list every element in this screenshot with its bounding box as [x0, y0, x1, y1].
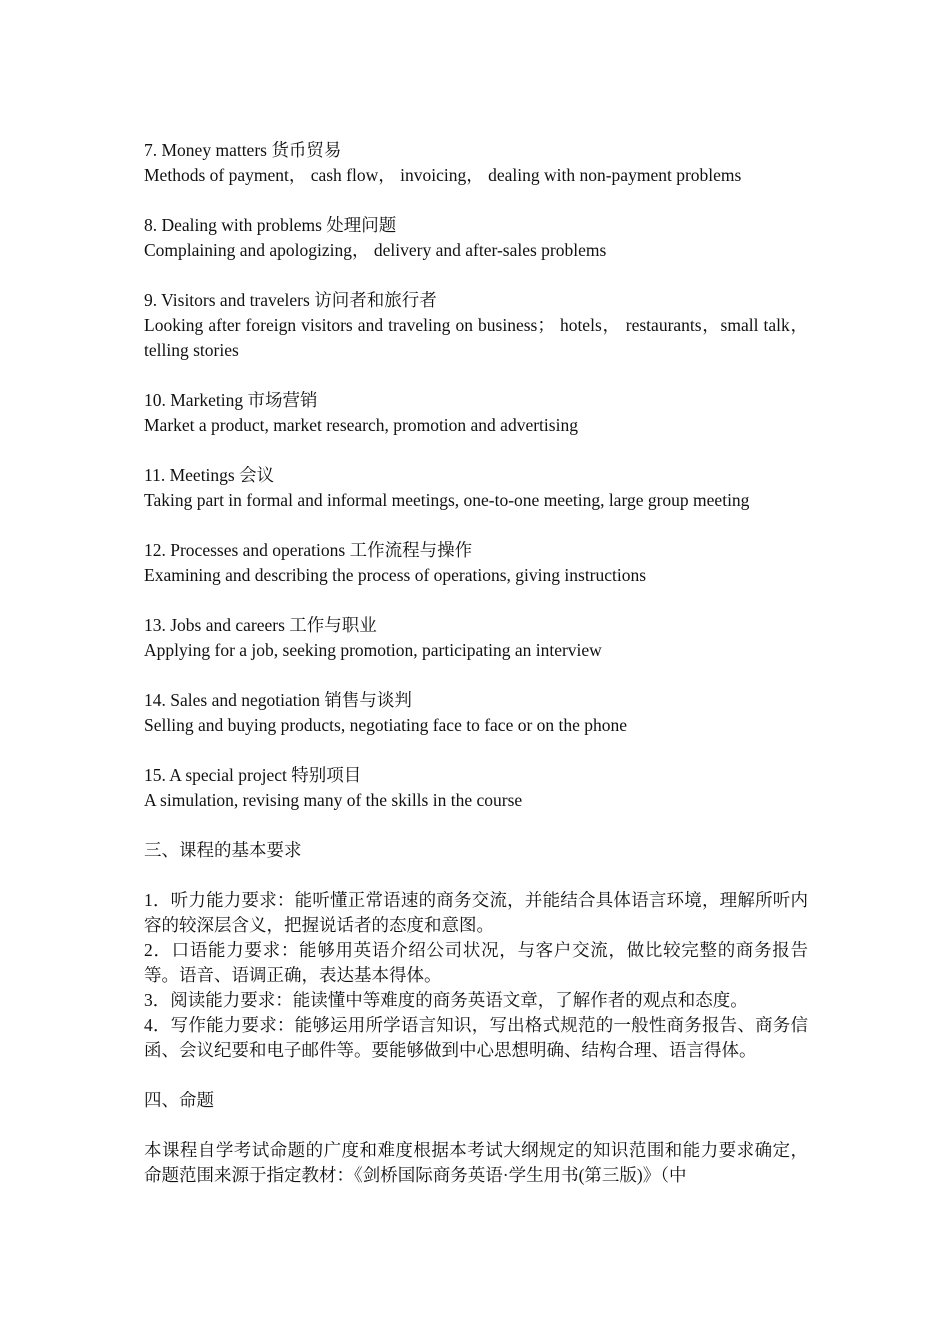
- unit-title: 12. Processes and operations 工作流程与操作: [144, 540, 473, 560]
- unit-9: [144, 288, 808, 363]
- unit-title: 8. Dealing with problems 处理问题: [144, 215, 397, 235]
- requirement-speaking: 2．口语能力要求：能够用英语介绍公司状况，与客户交流，做比较完整的商务报告等。语音、语调正确，表达基本得体。: [144, 940, 808, 985]
- unit-title: 7. Money matters 货币贸易: [144, 140, 342, 160]
- unit-title: 9. Visitors and travelers 访问者和旅行者: [144, 290, 437, 310]
- section-3-heading: 三、课程的基本要求: [144, 840, 302, 860]
- unit-title: 15. A special project 特别项目: [144, 765, 362, 785]
- unit-description: Complaining and apologizing， delivery and after-sales problems: [144, 240, 607, 260]
- unit-description: Market a product, market research, promotion and advertising: [144, 415, 578, 435]
- requirement-reading: 3．阅读能力要求：能读懂中等难度的商务英语文章，了解作者的观点和态度。: [144, 990, 748, 1010]
- section-4-paragraph: 本课程自学考试命题的广度和难度根据本考试大纲规定的知识范围和能力要求确定，命题范围来源于指定教材：《剑桥国际商务英语·学生用书(第三版)》（中: [144, 1140, 808, 1185]
- unit-8: [144, 213, 808, 263]
- unit-description: Applying for a job, seeking promotion, participating an interview: [144, 640, 602, 660]
- unit-title: 14. Sales and negotiation 销售与谈判: [144, 690, 412, 710]
- unit-description: Methods of payment， cash flow， invoicing， dealing with non-payment problems: [144, 165, 742, 185]
- unit-title: 13. Jobs and careers 工作与职业: [144, 615, 377, 635]
- unit-15: [144, 763, 808, 813]
- unit-7: [144, 138, 808, 188]
- unit-13: [144, 613, 808, 663]
- requirement-writing: 4．写作能力要求：能够运用所学语言知识，写出格式规范的一般性商务报告、商务信函、会议纪要和电子邮件等。要能够做到中心思想明确、结构合理、语言得体。: [144, 1015, 808, 1060]
- unit-14: [144, 688, 808, 738]
- unit-10: [144, 388, 808, 438]
- requirement-listening: 1．听力能力要求：能听懂正常语速的商务交流，并能结合具体语言环境，理解所听内容的较深层含义，把握说话者的态度和意图。: [144, 890, 808, 935]
- unit-description: Taking part in formal and informal meetings, one-to-one meeting, large group meeting: [144, 490, 750, 510]
- unit-description: Looking after foreign visitors and traveling on business； hotels， restaurants，small talk， telling stories: [144, 315, 808, 360]
- document-content: [144, 138, 808, 1188]
- unit-description: Selling and buying products, negotiating face to face or on the phone: [144, 715, 628, 735]
- unit-12: [144, 538, 808, 588]
- unit-title: 11. Meetings 会议: [144, 465, 275, 485]
- section-4-heading: 四、命题: [144, 1090, 214, 1110]
- unit-description: Examining and describing the process of operations, giving instructions: [144, 565, 647, 585]
- unit-11: [144, 463, 808, 513]
- requirements-list: [144, 888, 808, 1063]
- unit-title: 10. Marketing 市场营销: [144, 390, 318, 410]
- unit-description: A simulation, revising many of the skills in the course: [144, 790, 523, 810]
